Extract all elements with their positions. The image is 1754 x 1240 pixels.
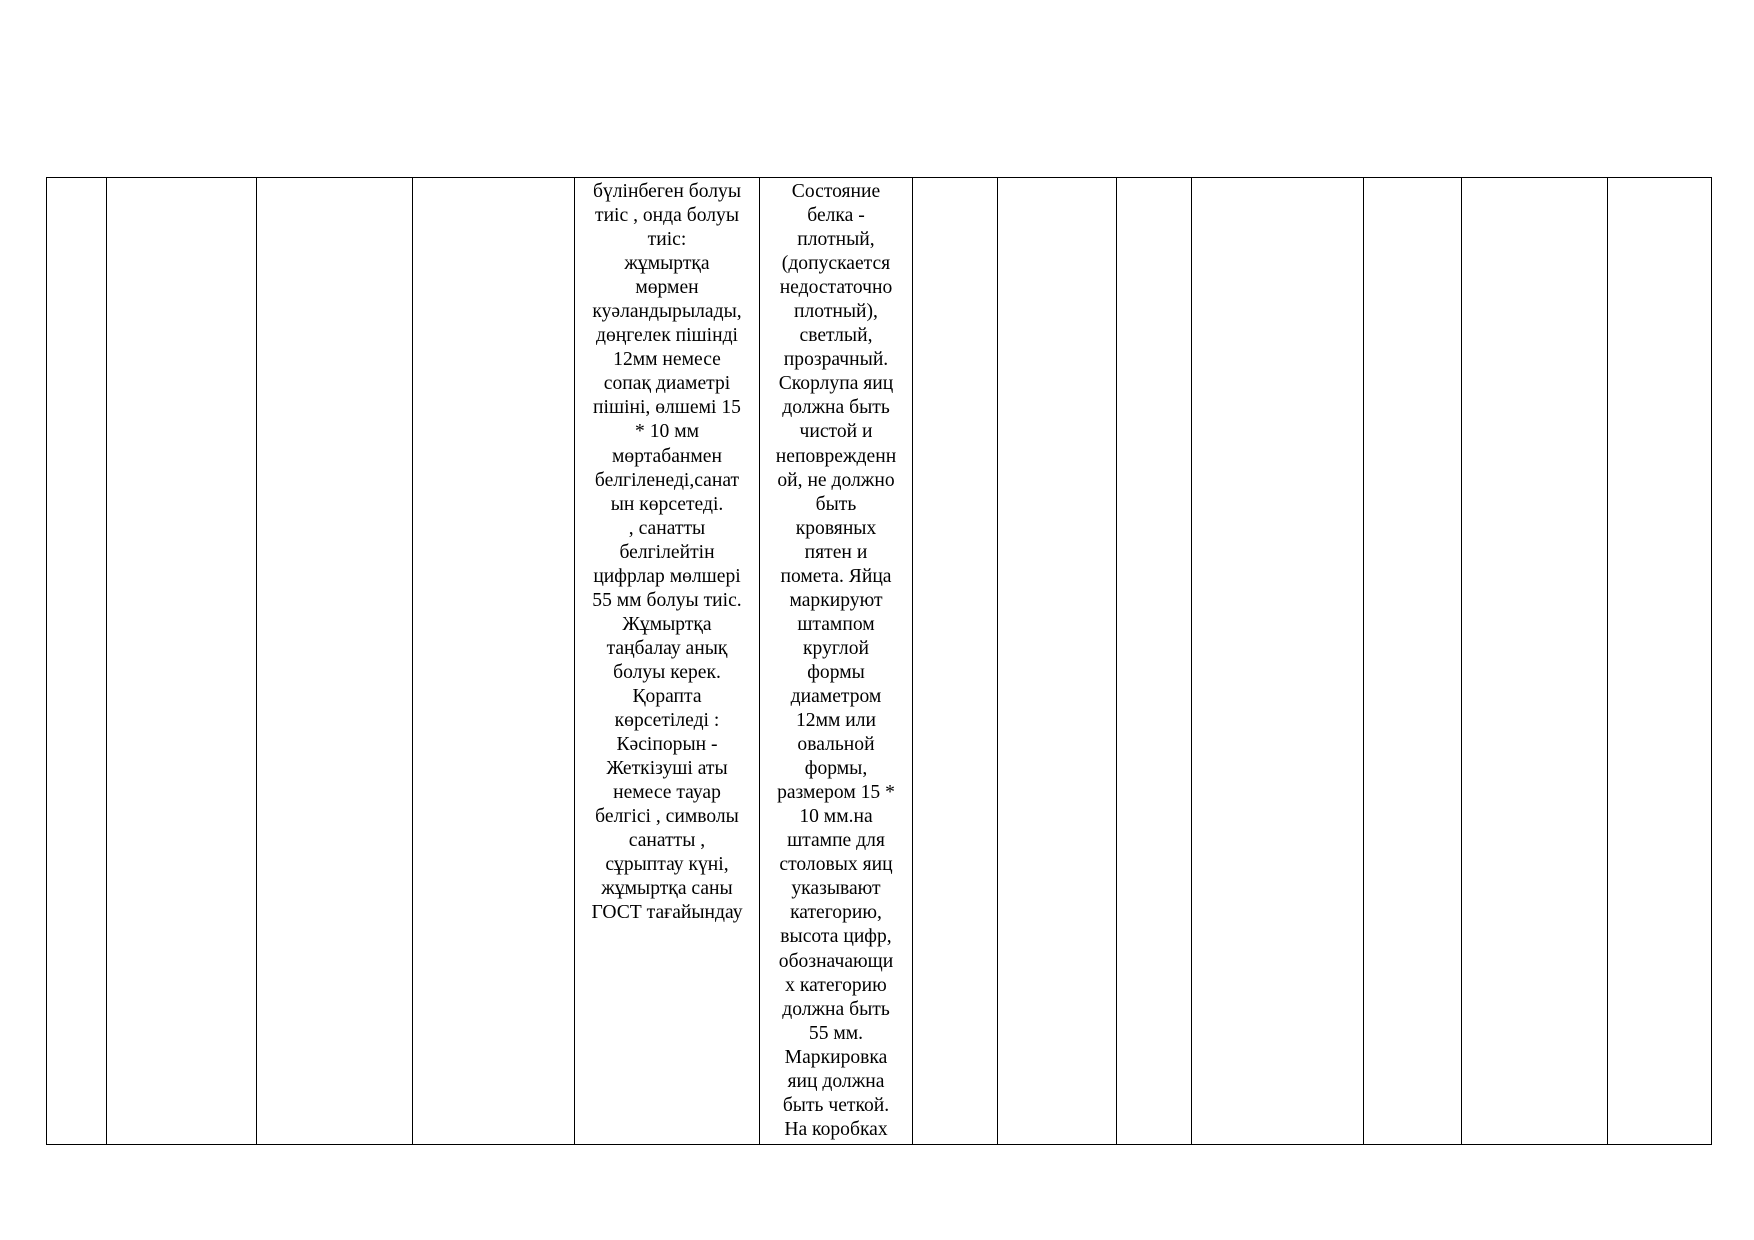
text-line: мөртабанмен	[612, 445, 722, 467]
text-line: формы	[807, 661, 865, 683]
text-line: Скорлупа яиц	[778, 373, 894, 395]
requirements-table	[46, 177, 1712, 1145]
text-line: На коробках	[784, 1118, 888, 1140]
text-line: мөрмен	[635, 277, 699, 299]
table-cell-empty	[1117, 178, 1192, 1145]
text-line: ГОСТ тағайындау	[591, 902, 743, 924]
text-line: х категорию	[785, 974, 887, 996]
text-line: маркируют	[789, 589, 883, 611]
text-line: дөңгелек пішінді	[596, 325, 738, 347]
text-line: помета. Яйца	[780, 565, 892, 587]
table-cell-number	[47, 178, 107, 1145]
text-line: формы,	[804, 758, 868, 780]
text-line: размером 15 *	[777, 782, 895, 804]
text-line: штампе для	[787, 830, 885, 852]
text-line: должна быть	[782, 998, 890, 1020]
text-line: диаметром	[790, 685, 882, 707]
text-line: сопақ диаметрі	[603, 373, 731, 395]
text-line: жұмыртқа саны	[601, 878, 733, 900]
table-cell-empty	[998, 178, 1117, 1145]
table-cell-empty	[1364, 178, 1462, 1145]
text-line: недостаточно	[779, 277, 893, 299]
text-line: таңбалау анық	[606, 637, 728, 659]
text-line: неповрежденн	[775, 445, 897, 467]
text-line: пятен и	[804, 541, 868, 563]
table-cell-empty	[257, 178, 413, 1145]
text-line: (допускается	[781, 253, 891, 275]
text-line: ой, не должно	[777, 469, 895, 491]
text-line: 55 мм.	[808, 1022, 864, 1044]
text-line: * 10 мм	[635, 421, 699, 443]
text-line: высота цифр,	[780, 926, 892, 948]
text-line: Жұмыртқа	[622, 613, 712, 635]
text-line: куәландырылады,	[592, 301, 742, 323]
requirements-russian-text	[760, 180, 912, 1142]
text-line: быть четкой.	[782, 1094, 890, 1116]
text-line: 12мм или	[795, 710, 877, 732]
text-line: плотный,	[797, 229, 875, 251]
table-cell-empty	[413, 178, 575, 1145]
text-line: указывают	[791, 878, 881, 900]
table-cell-requirements-russian	[760, 178, 913, 1145]
text-line: пішіні, өлшемі 15	[593, 397, 741, 419]
text-line: бүлінбеген болуы	[593, 181, 741, 202]
text-line: плотный),	[794, 301, 878, 323]
table-cell-empty	[1462, 178, 1608, 1145]
text-line: Кәсіпорын -	[616, 734, 718, 756]
text-line: обозначающи	[778, 950, 894, 972]
text-line: болуы керек.	[613, 661, 721, 683]
text-line: быть	[815, 493, 857, 515]
text-line: круглой	[803, 637, 869, 659]
text-line: ын көрсетеді.	[610, 493, 724, 515]
text-line: должна быть	[782, 397, 890, 419]
text-line: белгісі , символы	[595, 806, 739, 828]
text-line: белгілейтін	[619, 541, 715, 563]
text-line: столовых яиц	[779, 854, 893, 876]
table-cell-empty	[1192, 178, 1364, 1145]
text-line: Жеткізуші аты	[606, 758, 728, 780]
text-line: тиіс:	[647, 229, 687, 251]
text-line: тиіс , онда болуы	[595, 205, 739, 227]
table-cell-requirements-kazakh	[575, 178, 760, 1145]
text-line: кровяных	[795, 517, 877, 539]
text-line: , санатты	[628, 517, 706, 539]
requirements-kazakh-text	[575, 180, 759, 925]
text-line: Состояние	[791, 181, 881, 202]
text-line: прозрачный.	[783, 349, 889, 371]
text-line: овальной	[797, 734, 875, 756]
text-line: штампом	[797, 613, 875, 635]
text-line: белка -	[807, 205, 865, 227]
text-line: 55 мм болуы тиіс.	[592, 589, 742, 611]
table-row	[47, 178, 1712, 1145]
table-cell-empty	[107, 178, 257, 1145]
table-cell-empty	[913, 178, 998, 1145]
text-line: чистой и	[799, 421, 873, 443]
text-line: немесе тауар	[613, 782, 721, 804]
text-line: санатты ,	[628, 830, 706, 852]
text-line: жұмыртқа	[624, 253, 710, 275]
text-line: яиц должна	[787, 1070, 885, 1092]
text-line: белгіленеді,санат	[594, 469, 740, 491]
text-line: 10 мм.на	[799, 806, 873, 828]
text-line: категорию,	[790, 902, 882, 924]
text-line: 12мм немесе	[613, 349, 721, 371]
text-line: сұрыптау күні,	[605, 854, 729, 876]
text-line: Маркировка	[784, 1046, 888, 1068]
text-line: светлый,	[799, 325, 873, 347]
table-cell-empty	[1608, 178, 1712, 1145]
text-line: Қорапта	[632, 685, 702, 707]
text-line: көрсетіледі :	[614, 710, 720, 732]
text-line: цифрлар мөлшері	[593, 565, 741, 587]
